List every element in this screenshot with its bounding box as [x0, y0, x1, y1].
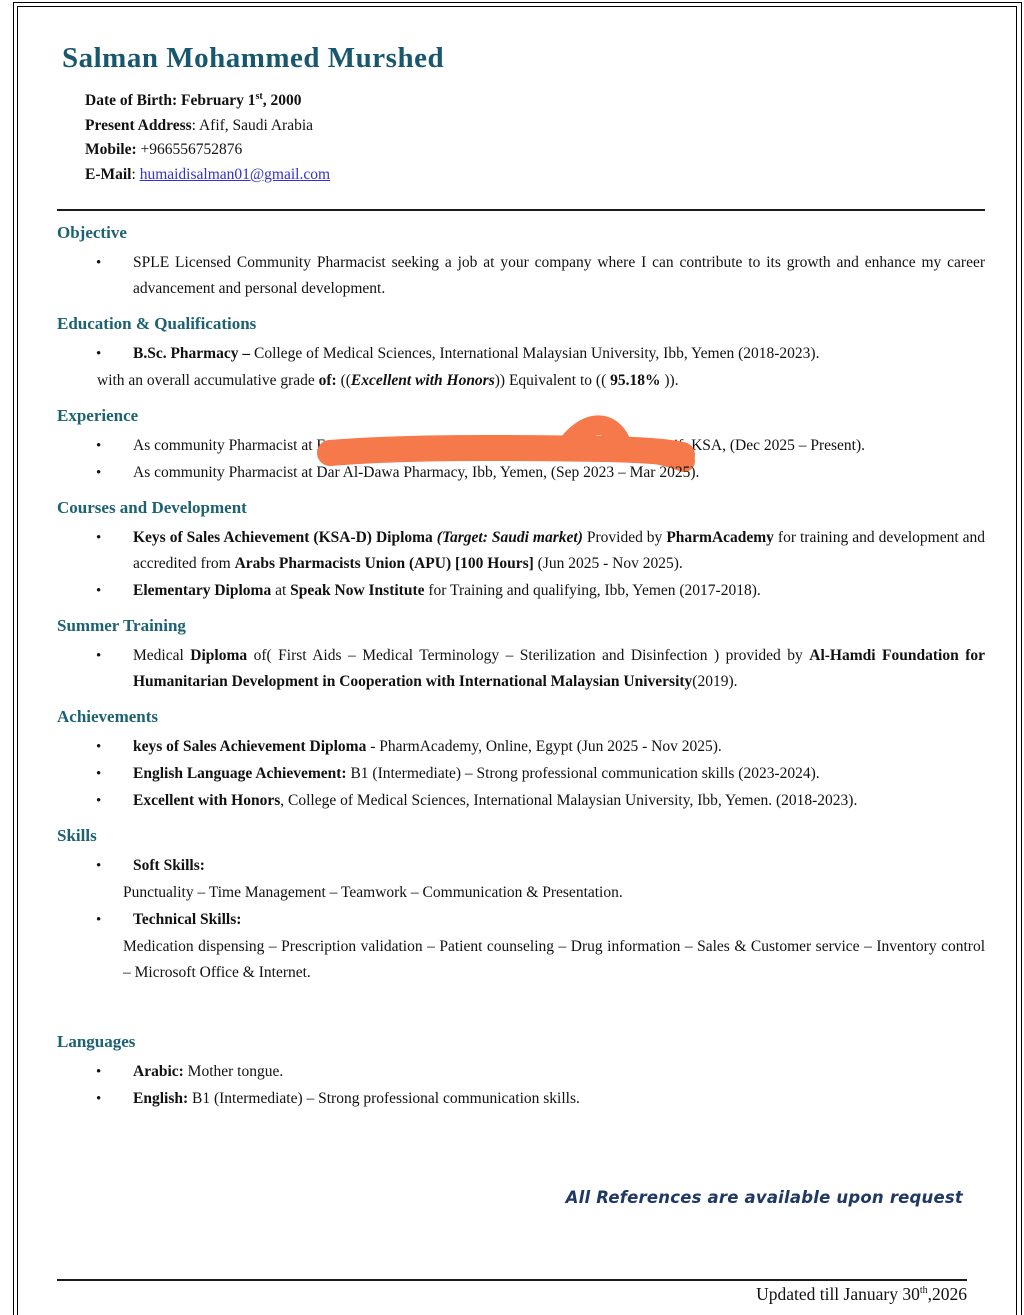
- bullet-marker: •: [96, 1064, 102, 1080]
- text-run: Date of Birth: February 1: [85, 92, 256, 109]
- text-run: : Afif, Saudi Arabia: [191, 116, 314, 134]
- bullet-marker: •: [96, 858, 102, 874]
- text-run: Provided by: [582, 529, 667, 546]
- text-run: ((: [336, 372, 351, 389]
- contact-line: [85, 89, 985, 114]
- paragraph: [57, 1086, 985, 1112]
- section: [57, 223, 985, 302]
- text-run: )).: [660, 372, 679, 389]
- bullet-marker: •: [96, 739, 102, 755]
- footer: [57, 1279, 967, 1305]
- text-run: (2019).: [692, 673, 738, 690]
- contact-list: [85, 89, 985, 187]
- contact-line: [85, 138, 985, 163]
- text-run: B.Sc. Pharmacy –: [133, 345, 251, 362]
- section-heading: Languages: [57, 1032, 136, 1051]
- bullet-marker: •: [96, 346, 102, 362]
- resume-page: [57, 0, 985, 1207]
- paragraph: [57, 880, 985, 906]
- text-run: Soft Skills:: [133, 857, 205, 874]
- text-run: Excellent with Honors: [133, 792, 281, 809]
- text-run: for Training and qualifying, Ibb, Yemen (2017-2018).: [424, 582, 761, 599]
- paragraph-text: [123, 938, 985, 981]
- text-run: (Jun 2025 - Nov 2025).: [533, 555, 683, 572]
- paragraph: [57, 643, 985, 695]
- text-run: PharmAcademy: [666, 529, 774, 546]
- text-run: , College of Medical Sciences, International Malaysian University, Ibb, Yemen. (2018-2023).: [280, 792, 858, 809]
- text-run: +966556752876: [136, 141, 243, 158]
- bullet-marker: •: [96, 766, 102, 782]
- text-run: of:: [318, 372, 337, 389]
- text-run: :: [131, 165, 140, 183]
- text-run: Excellent with Honors: [350, 372, 495, 389]
- text-run: with an overall accumulative grade: [97, 372, 319, 389]
- text-run: Medical: [133, 647, 191, 664]
- email-link[interactable]: humaidisalman01@gmail.com: [139, 165, 331, 183]
- section: [57, 498, 985, 604]
- bullet-marker: •: [96, 438, 102, 454]
- text-run: Mother tongue.: [183, 1063, 284, 1080]
- text-run: Arabic:: [133, 1063, 184, 1080]
- section-heading: Education & Qualifications: [57, 314, 257, 333]
- text-run: keys of Sales Achievement Diploma: [133, 738, 367, 755]
- text-run: Present Address: [85, 116, 192, 134]
- text-run: , 2000: [262, 92, 302, 109]
- text-run: Updated till January 30: [756, 1284, 920, 1304]
- text-run: B1 (Intermediate) – Strong professional communication skills.: [188, 1090, 580, 1107]
- bullet-marker: •: [96, 912, 102, 928]
- paragraph: [57, 853, 985, 879]
- section: [57, 1032, 985, 1112]
- header-divider: [57, 209, 985, 211]
- text-run: Elementary Diploma: [133, 582, 272, 599]
- page-title: Salman Mohammed Murshed: [62, 42, 445, 74]
- paragraph-text: [133, 765, 820, 782]
- text-run: (Target: Saudi market): [436, 529, 583, 546]
- text-run: )) Equivalent to ((: [494, 372, 611, 389]
- paragraph: [57, 250, 985, 302]
- text-run: Keys of Sales Achievement (KSA-D) Diploma: [133, 529, 437, 546]
- section-heading: Skills: [57, 826, 97, 845]
- paragraph: [57, 525, 985, 577]
- section: [57, 314, 985, 394]
- text-run: for training and development and accredited from: [133, 529, 985, 572]
- text-run: st: [255, 90, 263, 102]
- section: [57, 406, 985, 486]
- section: [57, 826, 985, 986]
- contact-line: [85, 163, 985, 188]
- text-run: of( First Aids – Medical Terminology – Sterilization and Disinfection ) provided by: [247, 647, 810, 664]
- paragraph-text: [133, 464, 699, 481]
- section-heading: Summer Training: [57, 616, 186, 635]
- paragraph: [57, 734, 985, 760]
- section: [57, 616, 985, 695]
- paragraph-text: [133, 738, 722, 755]
- paragraph-text: [133, 1090, 580, 1107]
- paragraph-text: [133, 345, 819, 362]
- sections: [57, 223, 985, 1112]
- paragraph: [57, 761, 985, 787]
- paragraph-text: [133, 1063, 283, 1080]
- text-run: English:: [133, 1090, 189, 1107]
- paragraph-text: [133, 254, 985, 297]
- section-heading: Courses and Development: [57, 498, 247, 517]
- text-run: Al-Hamdi Foundation for Humanitarian Development in Cooperation with International Malaysian University: [133, 647, 986, 690]
- paragraph-text: [133, 529, 985, 572]
- footer-updated: [756, 1284, 967, 1304]
- text-run: Diploma: [190, 647, 248, 664]
- text-run: SPLE Licensed Community Pharmacist seeking a job at your company where I can contribute to its growth and enhance my career advancement and personal development.: [133, 254, 985, 297]
- paragraph: [57, 907, 985, 933]
- paragraph-text: [133, 911, 241, 928]
- references-note: All References are available upon request: [565, 1188, 963, 1207]
- paragraph: [57, 341, 985, 367]
- bullet-marker: •: [96, 1091, 102, 1107]
- contact-line: [85, 114, 985, 139]
- section: [57, 707, 985, 814]
- paragraph: [57, 788, 985, 814]
- text-run: Speak Now Institute: [290, 582, 425, 599]
- paragraph: [57, 433, 985, 459]
- paragraph: [57, 368, 985, 394]
- paragraph-text: [123, 884, 623, 901]
- text-run: As community Pharmacist at E: [133, 437, 326, 454]
- paragraph-text: [133, 437, 865, 454]
- section-heading: Experience: [57, 406, 139, 425]
- bullet-marker: •: [96, 583, 102, 599]
- text-run: if, KSA, (Dec 2025 – Present).: [673, 437, 865, 454]
- paragraph-text: [97, 372, 679, 389]
- bullet-marker: •: [96, 793, 102, 809]
- redaction-scribble: [326, 438, 674, 452]
- text-run: As community Pharmacist at Dar Al-Dawa Pharmacy, Ibb, Yemen, (Sep 2023 – Mar 2025).: [133, 464, 700, 481]
- text-run: Punctuality – Time Management – Teamwork – Communication & Presentation.: [123, 884, 623, 901]
- paragraph: [57, 460, 985, 486]
- text-run: Medication dispensing – Prescription validation – Patient counseling – Drug information – Sales & Customer service – Inventory control – Microsoft Office & Internet.: [123, 938, 985, 981]
- text-run: Arabs Pharmacists Union (APU) [100 Hours]: [234, 555, 534, 572]
- paragraph: [57, 934, 985, 986]
- text-run: English Language Achievement:: [133, 765, 347, 782]
- text-run: th: [919, 1285, 928, 1297]
- bullet-marker: •: [96, 255, 102, 271]
- paragraph-text: [133, 857, 205, 874]
- text-run: College of Medical Sciences, International Malaysian University, Ibb, Yemen (2018-2023).: [250, 345, 820, 362]
- paragraph-text: [133, 582, 761, 599]
- section-heading: Achievements: [57, 707, 159, 726]
- text-run: B1 (Intermediate) – Strong professional communication skills (2023-2024).: [346, 765, 820, 782]
- bullet-marker: •: [96, 465, 102, 481]
- text-run: Technical Skills:: [133, 911, 242, 928]
- section-heading: Objective: [57, 223, 127, 242]
- paragraph: [57, 578, 985, 604]
- text-run: 95.18%: [610, 372, 661, 389]
- paragraph: [57, 1059, 985, 1085]
- bullet-marker: •: [96, 530, 102, 546]
- text-run: Mobile:: [85, 141, 137, 158]
- text-run: - PharmAcademy, Online, Egypt (Jun 2025 - Nov 2025).: [366, 738, 722, 755]
- text-run: ,2026: [927, 1284, 967, 1304]
- paragraph-text: [133, 792, 857, 809]
- text-run: at: [271, 582, 291, 599]
- text-run: E-Mail: [85, 165, 132, 183]
- paragraph-text: [133, 647, 985, 690]
- bullet-marker: •: [96, 648, 102, 664]
